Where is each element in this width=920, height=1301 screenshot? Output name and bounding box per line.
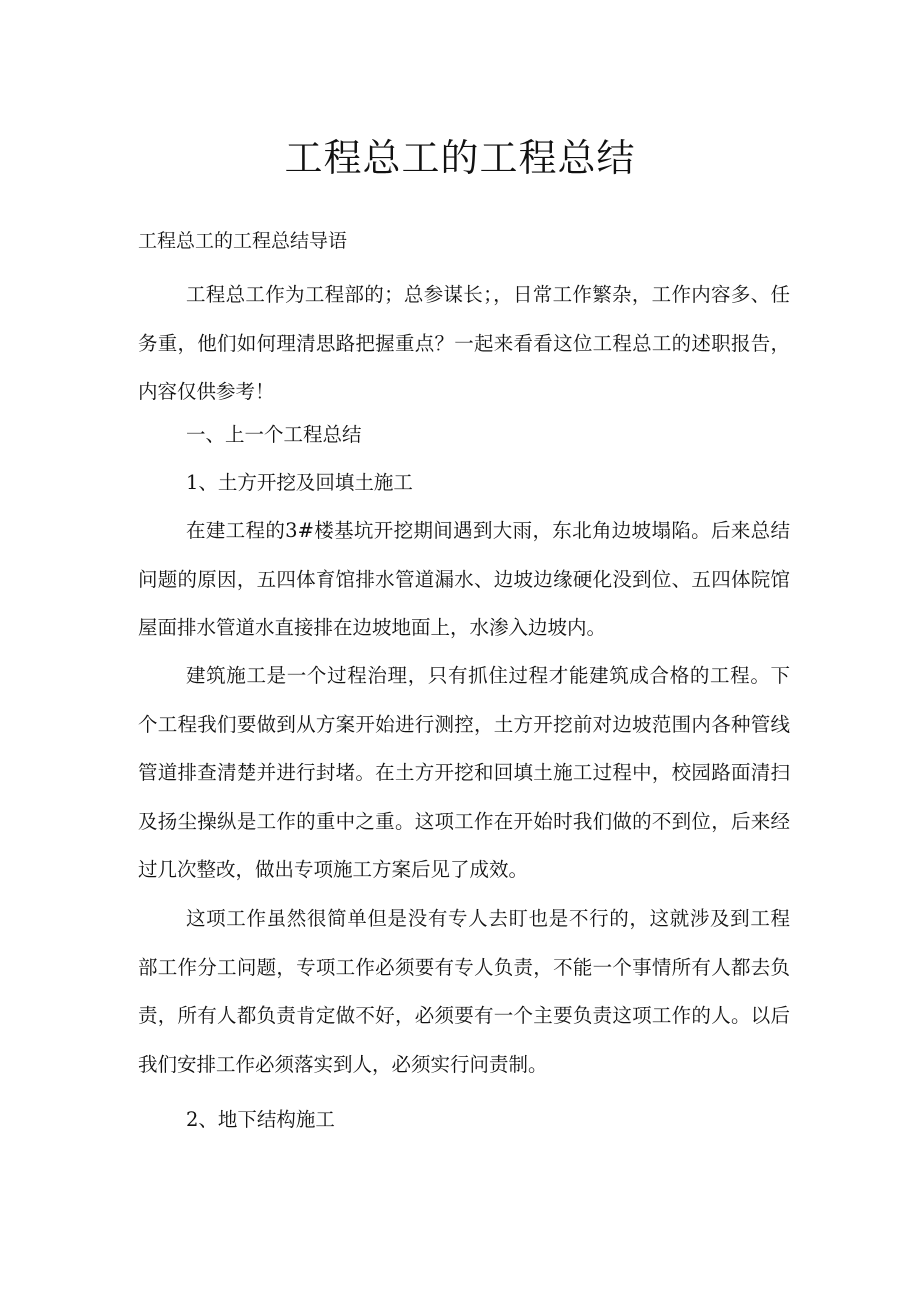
subsection-heading-1: 1、土方开挖及回填土施工 <box>186 471 413 494</box>
section-heading-1: 一、上一个工程总结 <box>186 423 362 446</box>
document-title: 工程总工的工程总结 <box>284 136 636 180</box>
document-subtitle: 工程总工的工程总结导语 <box>138 230 348 252</box>
subsection-heading-2: 2、地下结构施工 <box>186 1108 335 1131</box>
intro-paragraph: 工程总工作为工程部的；总参谋长；，日常工作繁杂，工作内容多、任务重，他们如何理清思路把握重点？一起来看看这位工程总工的述职报告，内容仅供参考！ <box>138 283 790 403</box>
paragraph-2: 建筑施工是一个过程治理，只有抓住过程才能建筑成合格的工程。下个工程我们要做到从方案开始进行测控，土方开挖前对边坡范围内各种管线管道排查清楚并进行封堵。在土方开挖和回填土施工过程中，校园路面清扫及扬尘操纵是工作的重中之重。这项工作在开始时我们做的不到位，后来经过几次整改，做出专项施工方案后见了成效。 <box>138 664 790 881</box>
paragraph-1: 在建工程的3#楼基坑开挖期间遇到大雨，东北角边坡塌陷。后来总结问题的原因，五四体育馆排水管道漏水、边坡边缘硬化没到位、五四体院馆屋面排水管道水直接排在边坡地面上，水渗入边坡内。 <box>138 519 790 639</box>
paragraph-3: 这项工作虽然很简单但是没有专人去盯也是不行的，这就涉及到工程部工作分工问题，专项工作必须要有专人负责，不能一个事情所有人都去负责，所有人都负责肯定做不好，必须要有一个主要负责这项工作的人。以后我们安排工作必须落实到人，必须实行问责制。 <box>138 907 790 1076</box>
